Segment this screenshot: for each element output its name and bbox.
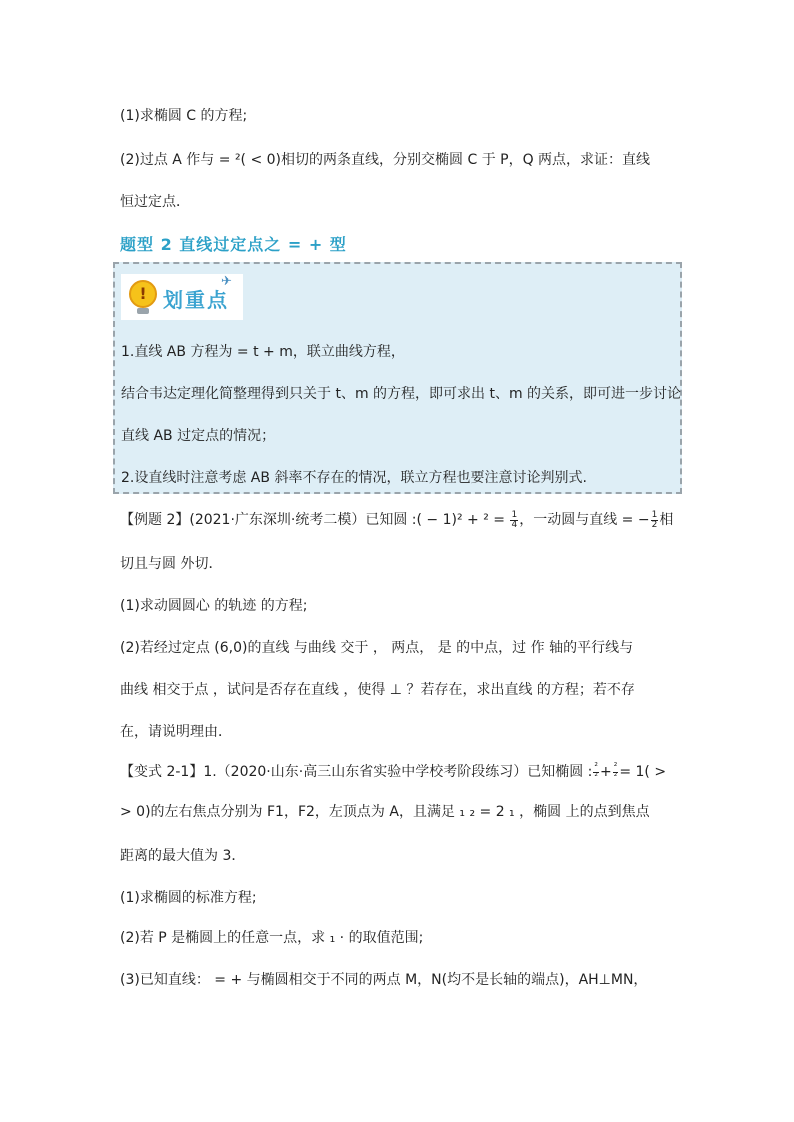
fraction-num: 1 xyxy=(511,509,518,520)
fraction-x2-a2 xyxy=(593,763,599,782)
variant-text-a: 【变式 2-1】1.（2020·山东·高三山东省实验中学校考阶段练习）已知椭圆 : xyxy=(120,764,593,780)
fraction-den: ² xyxy=(613,771,618,782)
key-points-label: 划重点 xyxy=(163,288,229,312)
example-2-text-b: ，一动圆与直线 = − xyxy=(519,512,650,528)
fraction-den: 4 xyxy=(511,519,518,530)
variant-text-b: = 1( > xyxy=(619,764,667,780)
fraction-num: ² xyxy=(594,761,598,772)
paper-plane-icon: ✈ xyxy=(221,274,232,289)
key-points-box xyxy=(113,262,682,494)
variant-2-1-line-3: 距离的最大值为 3． xyxy=(120,848,246,864)
example-2-part-2: (2)若经过定点 (6,0)的直线 与曲线 交于 ， 两点， 是 的中点，过 作 轴的平行线与 xyxy=(120,640,634,656)
fraction-half xyxy=(651,511,659,530)
example-2-text-a: 【例题 2】(2021·广东深圳·统考二模）已知圆 :( − 1)² + ² = xyxy=(120,512,510,528)
fraction-num: 1 xyxy=(651,509,658,520)
fraction-den: ² xyxy=(594,771,598,782)
example-2-part-2-cont: 曲线 相交于点 ，试问是否存在直线 ，使得 ⊥ ？若存在，求出直线 的方程；若不存 xyxy=(120,682,635,698)
variant-part-1: (1)求椭圆的标准方程; xyxy=(120,890,257,906)
variant-2-1-line-2: > 0)的左右焦点分别为 F1，F2，左顶点为 A，且满足 ₁ ₂ = 2 ₁ ，椭圆 上的点到焦点 xyxy=(120,804,650,820)
lightbulb-icon xyxy=(129,280,157,308)
key-point-1-detail: 结合韦达定理化简整理得到只关于 t、m 的方程，即可求出 t、m 的关系，即可进一步讨论 xyxy=(121,386,682,402)
question-part-2: (2)过点 A 作与 = ²( < 0)相切的两条直线，分别交椭圆 C 于 P，Q 两点，求证：直线 xyxy=(120,152,651,168)
variant-part-3: (3)已知直线： = + 与椭圆相交于不同的两点 M，N(均不是长轴的端点)，AH⊥MN， xyxy=(120,972,648,988)
plus-sign: + xyxy=(599,764,612,780)
key-point-1-detail-cont: 直线 AB 过定点的情况； xyxy=(121,428,276,444)
example-2-part-1: (1)求动圆圆心 的轨迹 的方程; xyxy=(120,598,308,614)
fraction-num: ² xyxy=(613,761,618,772)
example-2-line-1 xyxy=(120,510,673,530)
fraction-y2-b2 xyxy=(613,763,619,782)
question-part-1: (1)求椭圆 C 的方程; xyxy=(120,108,248,124)
example-2-part-2-end: 在，请说明理由． xyxy=(120,724,232,740)
question-part-2-cont: 恒过定点． xyxy=(120,194,190,210)
key-points-badge xyxy=(121,274,243,320)
variant-part-2: (2)若 P 是椭圆上的任意一点，求 ₁ · 的取值范围; xyxy=(120,930,424,946)
example-2-line-2: 切且与圆 外切． xyxy=(120,556,223,572)
fraction-quarter xyxy=(510,511,518,530)
fraction-den: 2 xyxy=(651,519,658,530)
example-2-text-c: 相 xyxy=(659,512,674,528)
section-heading: 题型 2 直线过定点之 = + 型 xyxy=(120,235,347,254)
variant-2-1-line-1 xyxy=(120,762,666,782)
key-point-1: 1.直线 AB 方程为 = t + m，联立曲线方程， xyxy=(121,344,405,360)
key-point-2: 2.设直线时注意考虑 AB 斜率不存在的情况，联立方程也要注意讨论判别式. xyxy=(121,470,587,486)
lightbulb-base xyxy=(137,308,149,314)
